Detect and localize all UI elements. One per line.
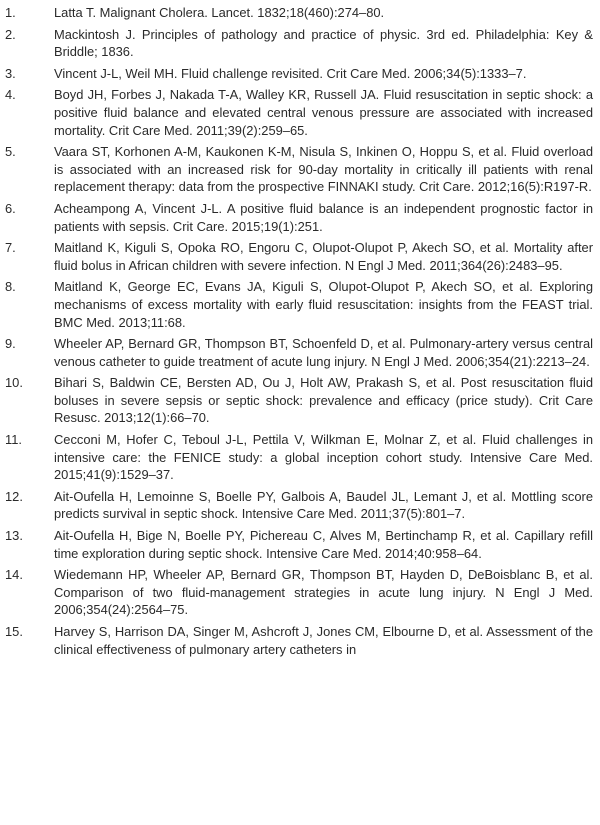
reference-text: Acheampong A, Vincent J-L. A positive fluid balance is an independent prognostic factor in patients with sepsis. Crit Care. 2015;19(1):251. [54, 200, 593, 234]
reference-text: Bihari S, Baldwin CE, Bersten AD, Ou J, Holt AW, Prakash S, et al. Post resuscitation fluid boluses in severe sepsis or septic shock: prevalence and efficacy (price study). Crit Care Resusc. 2013;12(1):66–70. [54, 375, 593, 426]
reference-number: 9. [5, 336, 16, 352]
reference-text: Latta T. Malignant Cholera. Lancet. 1832;18(460):274–80. [54, 5, 385, 20]
reference-item [0, 278, 600, 331]
reference-text: Ait-Oufella H, Bige N, Boelle PY, Pichereau C, Alves M, Bertinchamp R, et al. Capillary refill time exploration during septic shock. Intensive Care Med. 2014;40:958–64. [54, 528, 593, 561]
reference-number: 7. [5, 240, 16, 256]
reference-number: 2. [5, 26, 16, 42]
reference-text: Vaara ST, Korhonen A-M, Kaukonen K-M, Nisula S, Inkinen O, Hoppu S, et al. Fluid overload is associated with an increased risk for 90-day mortality in critically ill patients with renal replacement therapy: data from the prospective FINNAKI study. Crit Care. 2012;16(5):R197-R. [54, 144, 593, 195]
reference-item [0, 143, 600, 196]
reference-number: 6. [5, 200, 16, 216]
reference-number: 15. [5, 624, 23, 639]
reference-item [0, 335, 600, 370]
reference-text: Maitland K, George EC, Evans JA, Kiguli S, Olupot-Olupot P, Akech SO, et al. Exploring mechanisms of excess mortality with early fluid resuscitation: insights from the FEAST trial. BMC Med. 2013;11:68. [54, 279, 593, 330]
reference-number: 5. [5, 144, 16, 160]
reference-number: 12. [5, 488, 23, 504]
reference-item [0, 65, 600, 83]
reference-text: Boyd JH, Forbes J, Nakada T-A, Walley KR, Russell JA. Fluid resuscitation in septic shock: a positive fluid balance and elevated central venous pressure are associated with increased mortality. Crit Care Med. 2011;39(2):259–65. [54, 87, 593, 138]
reference-number: 14. [5, 567, 23, 583]
reference-item [0, 26, 600, 61]
reference-number: 3. [5, 65, 16, 81]
reference-number: 1. [5, 5, 16, 20]
reference-number: 8. [5, 279, 16, 295]
reference-text: Mackintosh J. Principles of pathology and practice of physic. 3rd ed. Philadelphia: Key & Briddle; 1836. [54, 26, 593, 60]
reference-text: Maitland K, Kiguli S, Opoka RO, Engoru C, Olupot-Olupot P, Akech SO, et al. Mortality after fluid bolus in African children with severe infection. N Engl J Med. 2011;364(26):2483–95. [54, 240, 593, 273]
reference-item [0, 200, 600, 235]
reference-text: Ait-Oufella H, Lemoinne S, Boelle PY, Galbois A, Baudel JL, Lemant J, et al. Mottling score predicts survival in septic shock. Intensive Care Med. 2011;37(5):801–7. [54, 488, 593, 522]
reference-text: Wiedemann HP, Wheeler AP, Bernard GR, Thompson BT, Hayden D, DeBoisblanc B, et al. Comparison of two fluid-management strategies in acute lung injury. N Engl J Med. 2006;354(24):2564–75. [54, 567, 593, 618]
reference-item [0, 488, 600, 523]
reference-item [0, 4, 600, 22]
reference-item [0, 623, 600, 658]
reference-text: Harvey S, Harrison DA, Singer M, Ashcroft J, Jones CM, Elbourne D, et al. Assessment of the clinical effectiveness of pulmonary artery catheters in [54, 624, 593, 657]
reference-item [0, 374, 600, 427]
reference-item [0, 527, 600, 562]
reference-number: 11. [5, 432, 22, 448]
reference-text: Vincent J-L, Weil MH. Fluid challenge revisited. Crit Care Med. 2006;34(5):1333–7. [54, 65, 527, 81]
reference-text: Wheeler AP, Bernard GR, Thompson BT, Schoenfeld D, et al. Pulmonary-artery versus central venous catheter to guide treatment of acute lung injury. N Engl J Med. 2006;354(21):2213–24. [54, 336, 593, 369]
reference-number: 4. [5, 87, 16, 103]
reference-item [0, 566, 600, 619]
reference-item [0, 86, 600, 139]
reference-item [0, 431, 600, 484]
reference-number: 10. [5, 375, 23, 391]
reference-number: 13. [5, 528, 23, 544]
reference-item [0, 239, 600, 274]
reference-text: Cecconi M, Hofer C, Teboul J-L, Pettila V, Wilkman E, Molnar Z, et al. Fluid challenges in intensive care: the FENICE study: a global inception cohort study. Intensive Care Med. 2015;41(9):1529–37. [54, 432, 593, 483]
